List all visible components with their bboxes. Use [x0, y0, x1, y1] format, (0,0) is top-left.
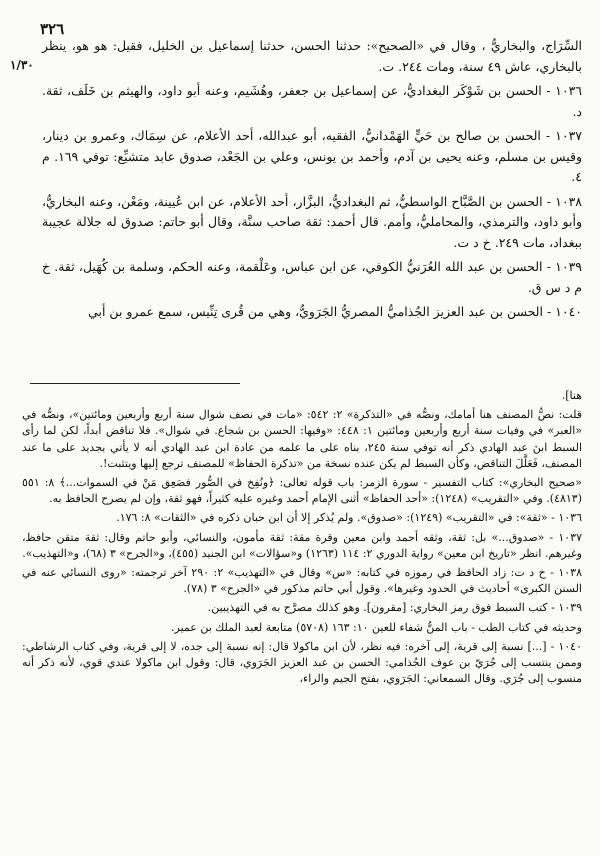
footnote-1036: ١٠٣٦ - «ثقة»: في «التقريب» (١٢٤٩): «صدوق». ولم يُذكر إلا أن ابن حبان ذكره في «الثقات» ٨: ١٧٦.: [116, 511, 582, 525]
footnote-1039-cont: وحديثه في كتاب الطب - باب المنُّ شفاء للعين ١٠: ١٦٣ (٥٧٠٨) متابعة لعبد الملك بن عمير.: [171, 620, 582, 634]
footnote-1040: ١٠٤٠ - [...] نسبة إلى قرية، إلى آخره: فيه نظر، لأن ابن ماكولا قال: إنه نسبة إلى جده، لا إلى قرية، وفي كتاب الرشاطي: وممن ينتسب إلى جُرَيّ بن عوف الجُذامي: الحسن بن عبد العزيز الجَرَوي، قال: وقول ابن ماكولا عندي قوي، لأنه ذكر أنه منسوب إلى جُرَي. وقال السمعاني: الجَرَوي، بفتح الجيم والراء،: [22, 639, 582, 686]
entry-1039: ١٠٣٩ - الحسن بن عبد الله العُرَنيُّ الكوفي، عن ابن عباس، وعَلْقمة، وعنه الحكم، وسلمة بن كُهَيل، ثقة. خ م د س ق.: [42, 259, 582, 295]
main-text: [42, 36, 582, 327]
footnote-continuation: هنا].: [561, 389, 582, 402]
entry-1040: ١٠٤٠ - الحسن بن عبد العزيز الجُذاميُّ المصريُّ الجَرَويُّ، وهي من قُرى تِنِّيس، سمع عمرو بن أبي: [88, 304, 582, 319]
page-number: ٣٢٦: [40, 20, 65, 38]
footnote-1039: ١٠٣٩ - كتب السبط فوق رمز البخاري: [مقرون]. وهو كذلك مصرَّح به في التهذيبين.: [207, 601, 582, 615]
entry-continuation: السِّرَاج، والبخاريُّ ، وقال في «الصحيح»: حدثنا الحسن، حدثنا إسماعيل بن الخليل، فقيل: هو هو، ينظر بالبخاري، عاش ٤٩ سنة، ومات ٢٤٤. ت.: [42, 38, 582, 74]
entry-1037: ١٠٣٧ - الحسن بن صالح بن حَيٍّ الهَمْدانيُّ، الفقيه، أبو عبدالله، أحد الأعلام، عن سِمَاك، وعمرو بن دينار، وقيس بن مسلم، وعنه يحيى بن آدم، وأحمد بن يونس، وعلي بن الجَعْد، صدوق عابد متشيِّع: توفي ١٦٩. م ٤.: [42, 128, 582, 184]
entry-1036: ١٠٣٦ - الحسن بن شَوْكَر البغداديُّ، عن إسماعيل بن جعفر، وهُشَيم، وعنه أبو داود، والهيثم بن خَلَف، ثقة. د.: [42, 83, 582, 119]
footnote-divider: [30, 383, 240, 384]
entry-1038: ١٠٣٨ - الحسن بن الصَّبَّاح الواسطيُّ، ثم البغداديُّ، البزَّار، أحد الأعلام، عن ابن عُيينة، ومَعْن، وعنه البخاريُّ، وأبو داود، والترمذي، والمحامليُّ، وأمم. قال أحمد: ثقة صاحب سنَّة، وقال أبو حاتم: صدوق له جلالة عجيبة ببغداد، مات ٢٤٩. خ د ت.: [42, 193, 582, 250]
footnote-paragraph: «صحيح البخاري»: كتاب التفسير - سورة الزمر: باب قوله تعالى: ﴿ونُفِخ في الصُّور فصَعِق مَنْ في السموات...﴾ ٨: ٥٥١ (٤٨١٣). وفي «التقريب» (١٢٤٨): «أحد الحفاظ» أثنى الإمام أحمد وغيره عليه كثيراً، فهو ثقة، وإن لم يصرح الحافظ به.: [22, 476, 583, 506]
margin-reference: ١/٣٠: [10, 58, 34, 72]
footnote-1038: ١٠٣٨ - خ د ت: زاد الحافظ في رموزه في كتابه: «س» وقال في «التهذيب» ٢: ٢٩٠ آخر ترجمته: «روى النسائي عنه في السنن الكبرى» أحاديث في الحدود وغيرها». وقول أبي حاتم مذكور في «الجرح» ٣ (٧٨).: [22, 566, 582, 596]
footnotes: [22, 388, 582, 690]
footnote-1037: ١٠٣٧ - «صدوق...» بل: ثقة، وثقه أحمد وابن معين وقرة مقة: ثقة مأمون، والنسائي، وأبو حاتم وقال: ثقة متقن حافظ، وغيرهم. انظر «تاريخ ابن معين» رواية الدوري ٢: ١١٤ (١٢٦٣) و«سؤالات» ابن الجنيد (٤٥٥)، و«الجرح» ٣ (٦٨)، و«التهذيب».: [22, 530, 582, 560]
footnote-paragraph: قلت: نصُّ المصنف هنا أمامك، ونصُّه في «التذكرة» ٢: ٥٤٢: «مات في نصف شوال سنة أربع وأربعين ومائتين»، ونصُّه في «العبر» في وفيات سنة أربع وأربعين ومائتين ١: ٤٤٨: «وفيها: الحسن بن شجاع. في شوال». فلا تناقض أبداً، لكن لما رأى السبط ابنَ عبد الهادي ذكر أنه توفي سنة ٢٤٥، بناه على ما علمه من عادة ابن عبد الهادي أنه لا يأتي بجديد على ما عند المصنف، فَعَلَّلَ التناقض، وكأن السبط لم يكن عنده نسخة من «تذكرة الحفاظ» للمصنف ترجع إليها ويتثبت!.: [22, 408, 583, 470]
